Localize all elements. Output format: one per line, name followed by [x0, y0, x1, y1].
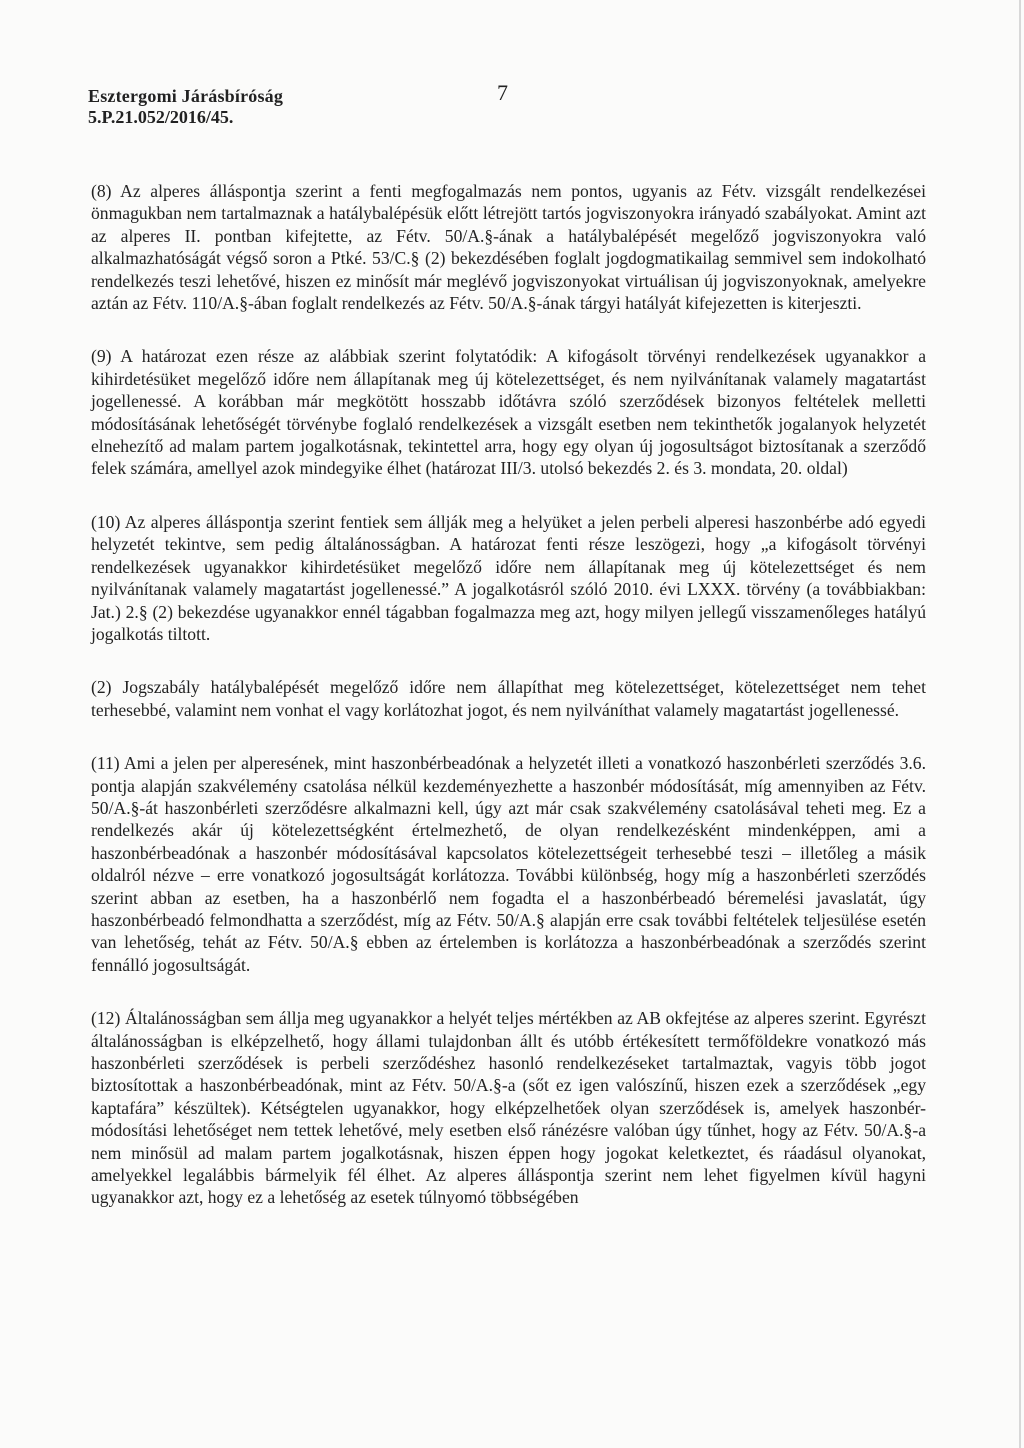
court-name: Esztergomi Járásbíróság — [88, 86, 284, 106]
paragraph-9: (9) A határozat ezen része az alábbiak szerint folytatódik: A kifogásolt törvényi rendelkezések ugyanakkor a kihirdetésüket megelőző időre nem állapítanak meg új kötelezettséget, és nem nyilvánítanak valamely magatartást jogellenessé. A korábban már megkötött hosszabb időtávra szóló szerződések bizonyos feltételek melletti módosításának lehetőségét törvénybe foglaló rendelkezések a vizsgált esetben nem tekinthetők jogalanyok helyzetét elnehezítő ad malam partem jogalkotásnak, tekintettel arra, hogy egy olyan új jogosultságot biztosítanak a szerződő felek számára, amellyel azok mindegyike élhet (határozat III/3. utolsó bekezdés 2. és 3. mondata, 20. oldal) — [91, 346, 926, 479]
paragraph-8: (8) Az alperes álláspontja szerint a fenti megfogalmazás nem pontos, ugyanis az Fétv. vizsgált rendelkezései önmagukban nem tartalmaznak a hatálybalépésük előtt létrejött tartós jogviszonyokra irányadó szabályokat. Amint azt az alperes II. pontban kifejtette, az Fétv. 50/A.§-ának a hatálybalépését megelőző jogviszonyokra való alkalmazhatóságát végső soron a Ptké. 53/C.§ (2) bekezdésében foglalt jogdogmatikailag semmivel sem indokolható rendelkezés teszi lehetővé, hiszen ez minősít már meglévő jogviszonyokat virtuálisan új jogviszonyoknak, amelyekre aztán az Fétv. 110/A.§-ában foglalt rendelkezés az Fétv. 50/A.§-ának tárgyi hatályát kifejezetten is kiterjeszti. — [91, 181, 926, 314]
paragraph-10: (10) Az alperes álláspontja szerint fentiek sem állják meg a helyüket a jelen perbeli alperesi haszonbérbe adó egyedi helyzetét tekintve, sem pedig általánosságban. A határozat fenti része leszögezi, hogy „a kifogásolt törvényi rendelkezések ugyanakkor kihirdetésüket megelőző időre nem állapítanak meg új kötelezettséget és nem nyilvánítanak valamely magatartást jogellenessé.” A jogalkotásról szóló 2010. évi LXXX. törvény (a továbbiakban: Jat.) 2.§ (2) bekezdése ugyanakkor ennél tágabban fogalmazza meg azt, hogy milyen jellegű visszamenőleges hatályú jogalkotás tiltott. — [91, 511, 926, 644]
scan-edge-line — [1019, 0, 1021, 1448]
paragraph-12: (12) Általánosságban sem állja meg ugyanakkor a helyét teljes mértékben az AB okfejtése az alperes szerint. Egyrészt általánosságban is elképzelhető, hogy állami tulajdonban állt és utóbb értékesített termőföldekre vonatkozó más haszonbérleti szerződések is perbeli szerződéshez hasonló rendelkezéseket tartalmaztak, vagyis több jogot biztosítottak a haszonbérbeadónak, mint az Fétv. 50/A.§-a (sőt ez igen valószínű, hiszen ezek a szerződések „egy kaptafára” készültek). Kétségtelen ugyanakkor, hogy elképzelhetőek olyan szerződések is, amelyek haszonbér-módosítási lehetőséget nem tettek lehetővé, mely esetben első ránézésre valóban úgy tűnhet, hogy az Fétv. 50/A.§-a nem minősül ad malam partem jogalkotásnak, hiszen éppen hogy jogokat keletkeztet, és ráadásul olyanokat, amelyekkel legalábbis bármelyik fél élhet. Az alperes álláspontja szerint nem lehet figyelmen kívül hagyni ugyanakkor azt, hogy ez a lehetőség az esetek túlnyomó többségében — [91, 1008, 926, 1208]
document-header — [88, 86, 283, 128]
quoted-law-paragraph: (2) Jogszabály hatálybalépését megelőző időre nem állapíthat meg kötelezettséget, kötelezettséget nem tehet terhesebbé, valamint nem vonhat el vagy korlátozhat jogot, és nem nyilváníthat valamely magatartást jogellenessé. — [91, 677, 926, 720]
document-body — [91, 180, 926, 1240]
case-number: 5.P.21.052/2016/45. — [88, 107, 234, 127]
page-number: 7 — [497, 80, 508, 105]
paragraph-11: (11) Ami a jelen per alperesének, mint haszonbérbeadónak a helyzetét illeti a vonatkozó haszonbérleti szerződés 3.6. pontja alapján szakvélemény csatolása nélkül kezdeményezhette a haszonbér módosítását, míg amennyiben az Fétv. 50/A.§-át haszonbérleti szerződésre alkalmazni kell, úgy azt már csak szakvélemény csatolásával teheti meg. Ez a rendelkezés akár új kötelezettségként értelmezhető, de olyan rendelkezésként mindenképpen, ami a haszonbérbeadónak a haszonbér módosításával kapcsolatos kötelezettségeit terhesebbé teszi – illetőleg a másik oldalról nézve – erre vonatkozó jogosultságát korlátozza. További különbség, hogy míg a haszonbérleti szerződés szerint abban az esetben, ha a haszonbérlő nem fogadta el a haszonbérbeadó béremelési javaslatát, úgy haszonbérbeadó felmondhatta a szerződést, míg az Fétv. 50/A.§ alapján erre csak további feltételek teljesülése esetén van lehetőség, tehát az Fétv. 50/A.§ ebben az értelemben is korlátozza a haszonbérbeadónak a szerződés szerint fennálló jogosultságát. — [91, 753, 926, 975]
